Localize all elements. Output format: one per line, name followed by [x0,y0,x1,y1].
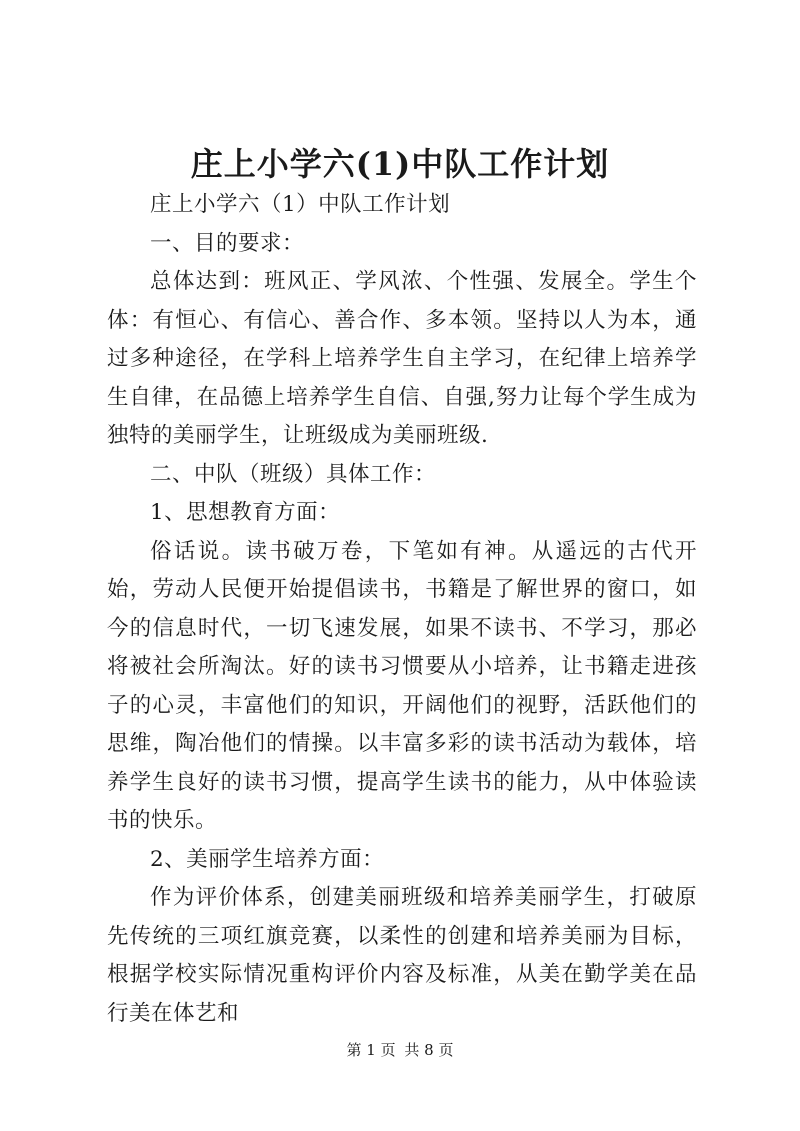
paragraph-evaluation: 作为评价体系，创建美丽班级和培养美丽学生，打破原先传统的三项红旗竞赛，以柔性的创建和培养美丽为目标，根据学校实际情况重构评价内容及标准，从美在勤学美在品行美在体艺和 [107,885,697,1026]
paragraph-reading: 俗话说。读书破万卷，下笔如有神。从遥远的古代开始，劳动人民便开始提倡读书，书籍是了解世界的窗口，如今的信息时代，一切飞速发展，如果不读书、不学习，那必将被社会所淘汰。好的读书习惯要从小培养，让书籍走进孩子的心灵，丰富他们的知识，开阔他们的视野，活跃他们的思维，陶冶他们的情操。以丰富多彩的读书活动为载体，培养学生良好的读书习惯，提高学生读书的能力，从中体验读书的快乐。 [107,538,697,833]
subtitle-paragraph: 庄上小学六（1）中队工作计划 [150,192,451,217]
document-body [107,186,697,1033]
page-total: 共 8 页 [404,1041,454,1059]
document-title: 庄上小学六(1)中队工作计划 [190,145,610,183]
page-footer [0,1040,800,1060]
section-heading-goals: 一、目的要求： [150,230,305,256]
paragraph-goals: 总体达到：班风正、学风浓、个性强、发展全。学生个体：有恒心、有信心、善合作、多本领。坚持以人为本，通过多种途径，在学科上培养学生自主学习，在纪律上培养学生自律，在品德上培养学生自信、自强,努力让每个学生成为独特的美丽学生，让班级成为美丽班级. [107,269,697,448]
subheading-ideology: 1、思想教育方面： [150,500,341,525]
section-heading-work: 二、中队（班级）具体工作： [150,461,437,487]
subheading-beautiful-students: 2、美丽学生培养方面： [150,846,385,872]
page-number: 第 1 页 [346,1041,396,1059]
